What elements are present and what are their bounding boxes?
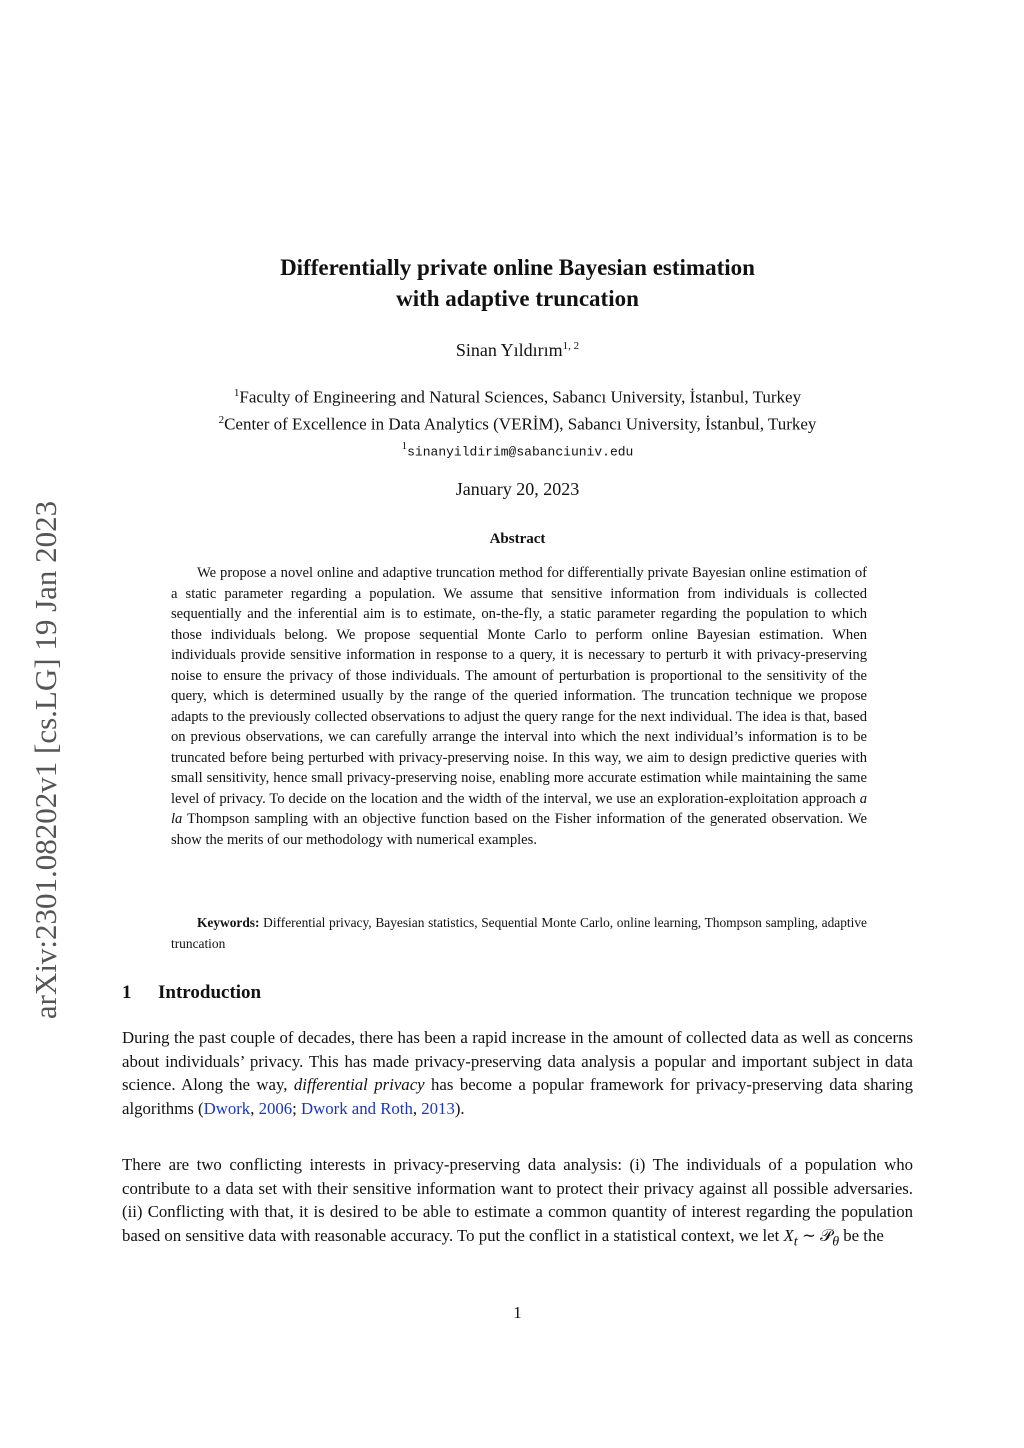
section-number: 1	[122, 982, 132, 1003]
math-variable: X	[783, 1225, 794, 1245]
math-subscript: θ	[832, 1234, 840, 1250]
page-number: 1	[513, 1303, 522, 1322]
citation-author-link[interactable]: Dwork and Roth	[301, 1098, 413, 1118]
section-heading	[122, 982, 261, 1004]
author-affiliation-marks: 1, 2	[562, 340, 580, 352]
citation-author-link[interactable]: Dwork	[203, 1098, 251, 1118]
citation-separator: ;	[292, 1098, 301, 1118]
affiliation-mark: 2	[218, 413, 225, 426]
email-row	[120, 435, 915, 464]
title-line-2: with adaptive truncation	[396, 286, 639, 311]
math-operator: ∼	[797, 1225, 821, 1245]
keywords-label: Keywords:	[197, 915, 260, 930]
keywords-text: Differential privacy, Bayesian statistics, Sequential Monte Carlo, online learning, Thompson sampling, adaptive truncation	[171, 915, 867, 951]
intro-paragraph-1	[122, 1026, 913, 1120]
citation-separator: ,	[412, 1098, 422, 1118]
citation-year-link[interactable]: 2013	[421, 1098, 455, 1118]
intro-paragraph-2	[122, 1153, 913, 1254]
title-line-1: Differentially private online Bayesian estimation	[280, 255, 755, 280]
affiliation-1	[120, 382, 915, 409]
paper-title	[120, 252, 915, 314]
abstract-text-1: We propose a novel online and adaptive truncation method for differentially private Bayesian online estimation of a static parameter regarding a population. We assume that sensitive information from individuals is collected sequentially and the inferential aim is to estimate, on-the-fly, a static parameter regarding the population to which those individuals belong. We propose sequential Monte Carlo to perform online Bayesian estimation. When individuals provide sensitive information in response to a query, it is necessary to perturb it with privacy-preserving noise to ensure the privacy of those individuals. The amount of perturbation is proportional to the sensitivity of the query, which is determined usually by the range of the queried information. The truncation technique we propose adapts to the previously collected observations to adjust the query range for the next individual. The idea is that, based on previous observations, we can carefully arrange the interval into which the next individual’s information is to be truncated before being perturbed with privacy-preserving noise. In this way, we aim to design predictive queries with small sensitivity, hence small privacy-preserving noise, enabling more accurate estimation while maintaining the same level of privacy. To decide on the location and the width of the interval, we use an exploration-exploitation approach	[171, 565, 867, 807]
abstract-heading: Abstract	[489, 531, 546, 547]
affiliation-mark: 1	[233, 387, 240, 399]
author	[120, 340, 915, 361]
paragraph-text: ).	[454, 1098, 465, 1118]
author-name: Sinan Yıldırım	[455, 340, 563, 360]
section-title: Introduction	[158, 982, 262, 1003]
affiliation-text: Center of Excellence in Data Analytics (VERİM), Sabancı University, İstanbul, Turkey	[224, 414, 817, 434]
abstract-body	[171, 563, 867, 850]
keywords	[171, 913, 867, 954]
paragraph-text: be the	[839, 1225, 884, 1245]
affiliations	[120, 382, 915, 464]
paragraph-text: has become a popular framework for privacy-preserving data sharing algorithms (	[122, 1075, 913, 1118]
math-distribution: 𝒫	[820, 1225, 833, 1245]
date: January 20, 2023	[455, 479, 580, 499]
paragraph-text: During the past couple of decades, there has been a rapid increase in the amount of collected data as well as concerns about individuals’ privacy. This has made privacy-preserving data analysis a popular and important subject in data science. Along the way,	[122, 1028, 913, 1095]
affiliation-text: Faculty of Engineering and Natural Sciences, Sabancı University, İstanbul, Turkey	[239, 387, 802, 407]
affiliation-2	[120, 409, 915, 436]
emphasis-term: differential privacy	[293, 1075, 425, 1095]
arxiv-identifier: arXiv:2301.08202v1 [cs.LG] 19 Jan 2023	[28, 500, 63, 1020]
math-subscript: t	[793, 1234, 798, 1250]
citation-separator: ,	[250, 1098, 259, 1118]
paragraph-text: There are two conflicting interests in privacy-preserving data analysis: (i) The individuals of a population who contribute to a data set with their sensitive information want to protect their privacy against all possible adversaries. (ii) Conflicting with that, it is desired to be able to estimate a common quantity of interest regarding the population based on sensitive data with reasonable accuracy. To put the conflict in a statistical context, we let	[122, 1155, 913, 1245]
abstract-italic: a la	[171, 790, 867, 827]
abstract-text-2: Thompson sampling with an objective function based on the Fisher information of the generated observation. We show the merits of our methodology with numerical examples.	[171, 811, 867, 848]
email-address[interactable]: sinanyildirim@sabanciuniv.edu	[407, 444, 634, 460]
citation-year-link[interactable]: 2006	[258, 1098, 293, 1118]
email-mark: 1	[401, 440, 408, 453]
